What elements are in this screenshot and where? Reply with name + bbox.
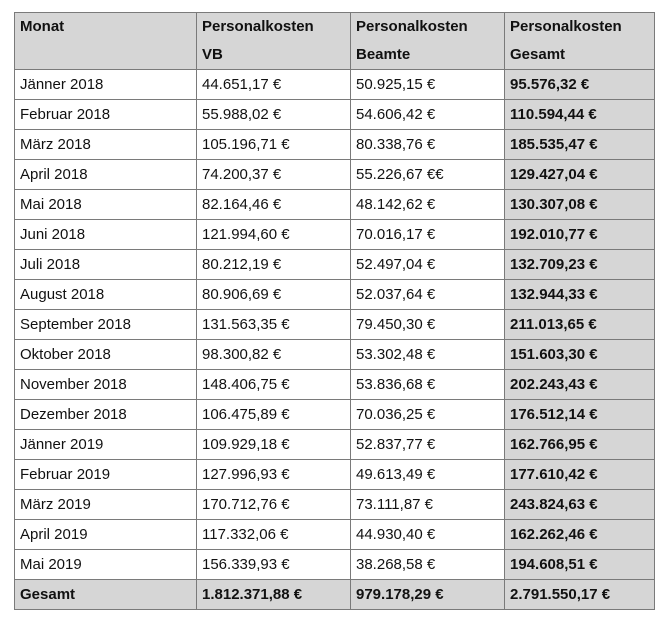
cell-beamte: 73.111,87 € <box>351 490 505 520</box>
cell-gesamt: 192.010,77 € <box>505 220 655 250</box>
header-vb <box>197 13 351 70</box>
cell-beamte: 80.338,76 € <box>351 130 505 160</box>
cell-vb: 98.300,82 € <box>197 340 351 370</box>
cell-beamte: 52.497,04 € <box>351 250 505 280</box>
table-row <box>15 310 655 340</box>
cell-month: November 2018 <box>15 370 197 400</box>
cell-gesamt: 185.535,47 € <box>505 130 655 160</box>
cell-vb: 106.475,89 € <box>197 400 351 430</box>
cell-vb: 121.994,60 € <box>197 220 351 250</box>
total-gesamt: 2.791.550,17 € <box>505 580 655 610</box>
cell-gesamt: 130.307,08 € <box>505 190 655 220</box>
cell-month: Februar 2019 <box>15 460 197 490</box>
cell-month: April 2018 <box>15 160 197 190</box>
cell-month: April 2019 <box>15 520 197 550</box>
cell-month: Februar 2018 <box>15 100 197 130</box>
cell-beamte: 48.142,62 € <box>351 190 505 220</box>
header-vb-line2: VB <box>202 46 223 63</box>
cell-beamte: 52.037,64 € <box>351 280 505 310</box>
cell-month: Juli 2018 <box>15 250 197 280</box>
table-row <box>15 130 655 160</box>
cell-beamte: 70.016,17 € <box>351 220 505 250</box>
cell-vb: 105.196,71 € <box>197 130 351 160</box>
cell-gesamt: 243.824,63 € <box>505 490 655 520</box>
cell-gesamt: 132.709,23 € <box>505 250 655 280</box>
cell-beamte: 55.226,67 €€ <box>351 160 505 190</box>
cell-beamte: 79.450,30 € <box>351 310 505 340</box>
cell-beamte: 53.302,48 € <box>351 340 505 370</box>
total-beamte: 979.178,29 € <box>351 580 505 610</box>
table-row <box>15 160 655 190</box>
header-month: Monat <box>15 13 197 70</box>
table-row <box>15 430 655 460</box>
table-row <box>15 190 655 220</box>
cell-beamte: 54.606,42 € <box>351 100 505 130</box>
cell-month: März 2018 <box>15 130 197 160</box>
table-row <box>15 280 655 310</box>
cell-month: Mai 2018 <box>15 190 197 220</box>
table-row <box>15 340 655 370</box>
header-gesamt <box>505 13 655 70</box>
table-row <box>15 490 655 520</box>
header-beamte-line2: Beamte <box>356 46 411 63</box>
cell-gesamt: 129.427,04 € <box>505 160 655 190</box>
cell-gesamt: 211.013,65 € <box>505 310 655 340</box>
table-footer <box>15 580 655 610</box>
cell-beamte: 44.930,40 € <box>351 520 505 550</box>
cell-beamte: 52.837,77 € <box>351 430 505 460</box>
total-label: Gesamt <box>15 580 197 610</box>
cell-vb: 44.651,17 € <box>197 70 351 100</box>
personnel-cost-table <box>14 12 655 610</box>
cell-vb: 74.200,37 € <box>197 160 351 190</box>
header-beamte <box>351 13 505 70</box>
cell-beamte: 53.836,68 € <box>351 370 505 400</box>
table-row <box>15 70 655 100</box>
cell-vb: 156.339,93 € <box>197 550 351 580</box>
cell-vb: 109.929,18 € <box>197 430 351 460</box>
table-row <box>15 550 655 580</box>
table-row <box>15 100 655 130</box>
cell-beamte: 70.036,25 € <box>351 400 505 430</box>
cell-vb: 82.164,46 € <box>197 190 351 220</box>
cell-month: Dezember 2018 <box>15 400 197 430</box>
total-row <box>15 580 655 610</box>
cell-month: Mai 2019 <box>15 550 197 580</box>
cell-gesamt: 162.766,95 € <box>505 430 655 460</box>
cell-month: Jänner 2019 <box>15 430 197 460</box>
total-vb: 1.812.371,88 € <box>197 580 351 610</box>
header-gesamt-line2: Gesamt <box>510 46 566 63</box>
header-vb-line1: Personalkosten <box>202 18 314 35</box>
table-row <box>15 370 655 400</box>
cell-gesamt: 177.610,42 € <box>505 460 655 490</box>
cell-month: September 2018 <box>15 310 197 340</box>
cell-gesamt: 202.243,43 € <box>505 370 655 400</box>
cell-vb: 131.563,35 € <box>197 310 351 340</box>
cell-vb: 55.988,02 € <box>197 100 351 130</box>
header-gesamt-line1: Personalkosten <box>510 18 622 35</box>
cell-vb: 80.906,69 € <box>197 280 351 310</box>
table-row <box>15 460 655 490</box>
cell-beamte: 50.925,15 € <box>351 70 505 100</box>
cell-month: August 2018 <box>15 280 197 310</box>
table-header <box>15 13 655 70</box>
table-row <box>15 220 655 250</box>
cell-beamte: 38.268,58 € <box>351 550 505 580</box>
cell-month: Jänner 2018 <box>15 70 197 100</box>
cell-gesamt: 162.262,46 € <box>505 520 655 550</box>
table-row <box>15 520 655 550</box>
table-row <box>15 400 655 430</box>
cell-gesamt: 132.944,33 € <box>505 280 655 310</box>
cell-gesamt: 95.576,32 € <box>505 70 655 100</box>
cell-vb: 117.332,06 € <box>197 520 351 550</box>
table-body <box>15 70 655 580</box>
cell-gesamt: 176.512,14 € <box>505 400 655 430</box>
cell-gesamt: 194.608,51 € <box>505 550 655 580</box>
cell-beamte: 49.613,49 € <box>351 460 505 490</box>
cell-month: Oktober 2018 <box>15 340 197 370</box>
cell-month: Juni 2018 <box>15 220 197 250</box>
table-row <box>15 250 655 280</box>
cell-vb: 127.996,93 € <box>197 460 351 490</box>
cell-gesamt: 110.594,44 € <box>505 100 655 130</box>
cell-gesamt: 151.603,30 € <box>505 340 655 370</box>
header-beamte-line1: Personalkosten <box>356 18 468 35</box>
cell-vb: 148.406,75 € <box>197 370 351 400</box>
cell-vb: 170.712,76 € <box>197 490 351 520</box>
cell-month: März 2019 <box>15 490 197 520</box>
cell-vb: 80.212,19 € <box>197 250 351 280</box>
